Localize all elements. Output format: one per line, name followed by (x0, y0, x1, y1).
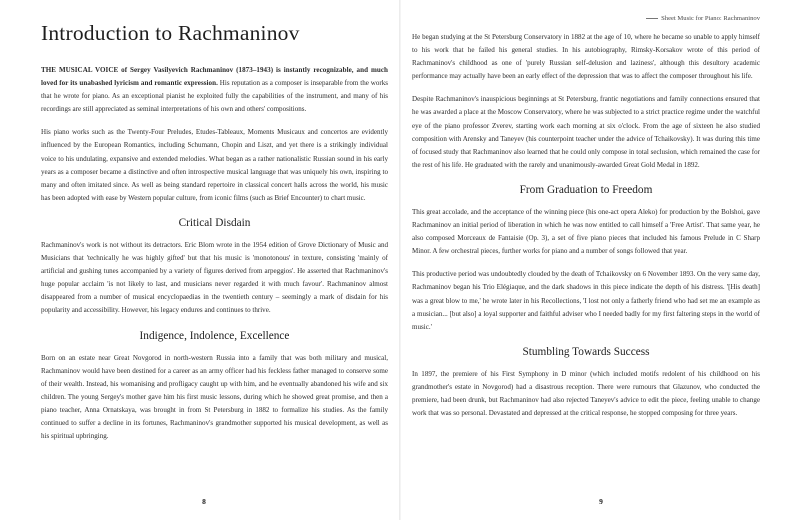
paragraph-early-life: Born on an estate near Great Novgorod in north-western Russia into a family that was both military and musical, Rachmaninov would have been destined for a career as an army officer had his feckless father managed to conserve some of their wealth. Instead, his womanising and profligacy caught up with him, and he eventually abandoned his wife and six children. The young Sergey's mother gave him his first music lessons, during which he showed great promise, and then a piano teacher, Anna Ornatskaya, was brought in from St Petersburg in 1882 to formalize his studies. As the family continued to suffer a decline in its fortunes, Rachmaninov's grandmother supported his musical development, as well as his spiritual upbringing. (41, 353, 388, 441)
paragraph-piano-works: His piano works such as the Twenty-Four Preludes, Etudes-Tableaux, Moments Musicaux and concertos are evidently influenced by the European Romantics, including Schumann, Chopin and Liszt, and yet there is a strikingly individual voice to his undulating, expansive and extended melodies. What began as a rather nationalistic Russian sound in his early years as a composer became a distinctive and often introspective musical language that was uniquely his own, inspiring to many and often imitated since. As well as being standard repertoire in classical concert halls across the world, his music has been adopted with ease by Western popular culture, from iconic films (such as Brief Encounter) to chart music. (41, 128, 388, 202)
paragraph-detractors: Rachmaninov's work is not without its detractors. Eric Blom wrote in the 1954 edition of Grove Dictionary of Music and Musicians that 'technically he was highly gifted' but that his music is 'monotonous' in texture, consisting 'mainly of artificial and gushing tunes accompanied by a variety of figures derived from arpeggios'. He asserted that Rachmaninov's huge popular acclaim 'is not likely to last, and musicians never regarded it with much favour'. Rachmaninov almost disappeared from a number of musical encyclopaedias in the twentieth century – seemingly a mark of disdain for his popularity and accessibility. However, his legacy endures and continues to thrive. (41, 240, 388, 315)
section-heading-critical-disdain: Critical Disdain (178, 216, 251, 229)
running-head-rule (646, 18, 658, 19)
running-head (412, 14, 760, 23)
intro-paragraph (41, 64, 388, 116)
intro-paragraph-rest: His reputation as a composer is inseparable from the works that he wrote for piano. As an exceptional pianist he exploited fully the capabilities of the instrument, and many of his recordings are still appreciated as seminal interpretations of his own and others' compositions. (41, 79, 388, 114)
paragraph-moscow: Despite Rachmaninov's inauspicious beginnings at St Petersburg, frantic negotiations and family connections ensured that he was awarded a place at the Moscow Conservatory, where he was subjected to a strict practice regime under the watchful eye of the piano professor Zverev, starting work each morning at six o'clock. From the age of sixteen he also studied composition with Arensky and Taneyev (his counterpoint teacher under the advice of Tchaikovsky). It was during this time of focused study that Rachmaninov also learned that he could only compose in total seclusion, which remained the case for the rest of his life. He graduated with the rarely and unanimously-awarded Great Gold Medal in 1892. (412, 95, 760, 169)
paragraph-conservatory: He began studying at the St Petersburg Conservatory in 1882 at the age of 10, where he became so unable to apply himself to his work that he failed his general studies. In his autobiography, Rimsky-Korsakov wrote of this period of Rachmaninov's childhood as one of 'purely Russian self-delusion and laziness', although this desultory academic performance may actually have been an early effect of the depression that was to affect the composer throughout his life. (412, 33, 760, 81)
running-head-text: Sheet Music for Piano: Rachmaninov (661, 15, 760, 22)
right-page (400, 0, 800, 520)
page-number-left: 8 (202, 497, 206, 506)
section-heading-indigence: Indigence, Indolence, Excellence (139, 329, 290, 342)
paragraph-accolade: This great accolade, and the acceptance of the winning piece (his one-act opera Aleko) for production by the Bolshoi, gave Rachmaninov an initial period of liberation in which he was now entitled to call himself a 'Free Artist'. That same year, he also composed Morceaux de Fantaisie (Op. 3), a set of five piano pieces that included his famous Prelude in C Sharp Minor. A few orchestral pieces, further works for piano and a number of songs followed that year. (412, 207, 760, 256)
section-heading-stumbling: Stumbling Towards Success (522, 345, 650, 358)
section-heading-graduation: From Graduation to Freedom (519, 183, 653, 196)
page-title: Introduction to Rachmaninov (41, 21, 300, 45)
paragraph-first-symphony: In 1897, the premiere of his First Symphony in D minor (which included motifs redolent of his childhood on his grandmother's estate in Novgorod) had a disastrous reception. There were rumours that Glazunov, who conducted the premiere, had been drunk, but Rachmaninov had also rejected Taneyev's advice to edit the piece, feeling unable to change work that was so personal. Devastated and depressed at the critical response, he stopped composing for three years. (412, 369, 760, 418)
intro-bold-lead: THE MUSICAL VOICE of Sergey Vasilyevich Rachmaninov (1873–1943) is instantly recognizable, and much loved for its unabashed lyricism and romantic expression. (41, 66, 388, 88)
paragraph-tchaikovsky: This productive period was undoubtedly clouded by the death of Tchaikovsky on 6 November 1893. On the very same day, Rachmaninov began his Trio Elégiaque, and the dark shadows in this piece indicate the depth of his distress. '[His death] was a great blow to me,' he wrote later in his Recollections, 'I lost not only a fatherly friend who had set me an example as a musician... [but also] a loyal supporter and faithful adviser who I needed badly for my first faltering steps in the world of music.' (412, 270, 760, 331)
page-number-right: 9 (599, 497, 603, 506)
